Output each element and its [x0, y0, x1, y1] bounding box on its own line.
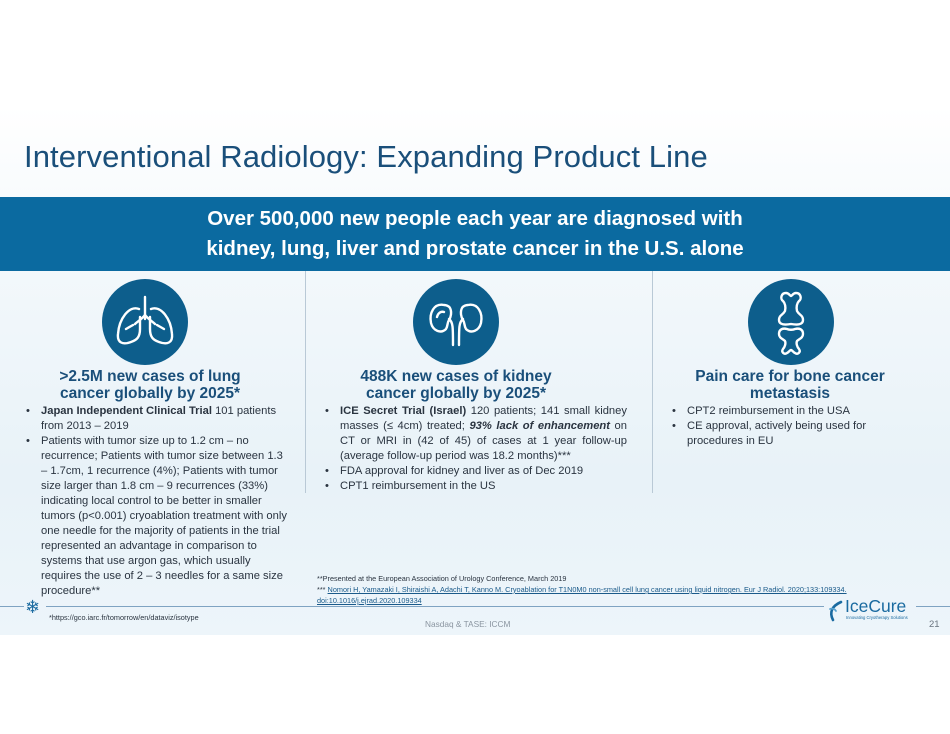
snowflake-icon: ❄ [25, 597, 41, 617]
footer-divider [916, 606, 950, 607]
footer-divider [0, 606, 24, 607]
headline-banner [0, 197, 950, 271]
banner-line-1: Over 500,000 new people each year are diagnosed with [207, 207, 743, 230]
column-divider [305, 271, 306, 493]
kidney-heading: 488K new cases of kidney cancer globally by 2025* [360, 368, 552, 402]
ticker-label: Nasdaq & TASE: ICCM [425, 619, 511, 629]
logo-mark-icon [826, 600, 844, 622]
page-title: Interventional Radiology: Expanding Product Line [24, 139, 708, 174]
logo-tagline: Innovating Cryotherapy Solutions [846, 615, 908, 620]
lungs-icon [102, 279, 188, 365]
page-number: 21 [929, 619, 940, 630]
footnote-conference: **Presented at the European Association of Urology Conference, March 2019 [317, 574, 567, 583]
source-note: *https://gco.iarc.fr/tomorrow/en/dataviz/isotype [49, 613, 199, 622]
list-item: • ICE Secret Trial (Israel) 120 patients; 141 small kidney masses (≤ 4cm) treated; 93% lack of enhancement on CT or MRI in (42 of 45) of cases at 1 year follow-up (average follow-up period was 18.2 months)*** [323, 404, 627, 464]
bone-joint-icon [748, 279, 834, 365]
list-item: • CE approval, actively being used for procedures in EU [670, 419, 910, 449]
footer-divider [46, 606, 824, 607]
footnote-reference: *** Nomori H, Yamazaki I, Shiraishi A, Adachi T, Kanno M. Cryoablation for T1N0M0 non-small cell lung cancer using liquid nitrogen. Eur J Radiol. 2020;133:109334. doi:10.1016/j.ejrad.2020.109334 [317, 585, 847, 605]
kidneys-icon [413, 279, 499, 365]
logo-text: IceCure [845, 596, 907, 616]
kidney-bullets [323, 404, 627, 494]
list-item: • CPT1 reimbursement in the US [323, 479, 627, 494]
column-divider [652, 271, 653, 493]
list-item: • FDA approval for kidney and liver as of Dec 2019 [323, 464, 627, 479]
lung-bullets [24, 404, 290, 599]
slide [0, 106, 950, 635]
company-logo [826, 596, 918, 624]
banner-line-2: kidney, lung, liver and prostate cancer in the U.S. alone [206, 237, 744, 260]
bone-heading: Pain care for bone cancer metastasis [695, 368, 885, 402]
list-item: • Patients with tumor size up to 1.2 cm – no recurrence; Patients with tumor size between 1.3 – 1.7cm, 1 recurrence (4%); Patients with tumor size larger than 1.8 cm – 9 recurrences (33%) indicating local control to be better in smaller tumors (p<0.001) cryoablation treatment with only one needle for the majority of patients in the trial represented an advantage in comparison to systems that use argon gas, which usually requires the use of 2 – 3 needles for a same size procedure** [24, 434, 290, 599]
bone-bullets [670, 404, 910, 449]
reference-link[interactable]: Nomori H, Yamazaki I, Shiraishi A, Adachi T, Kanno M. Cryoablation for T1N0M0 non-small cell lung cancer using liquid nitrogen. Eur J Radiol. 2020;133:109334. doi:10.1016/j.ejrad.2020.109334 [317, 585, 847, 605]
list-item: • CPT2 reimbursement in the USA [670, 404, 910, 419]
list-item: • Japan Independent Clinical Trial 101 patients from 2013 – 2019 [24, 404, 290, 434]
lung-heading: >2.5M new cases of lung cancer globally by 2025* [59, 368, 241, 402]
